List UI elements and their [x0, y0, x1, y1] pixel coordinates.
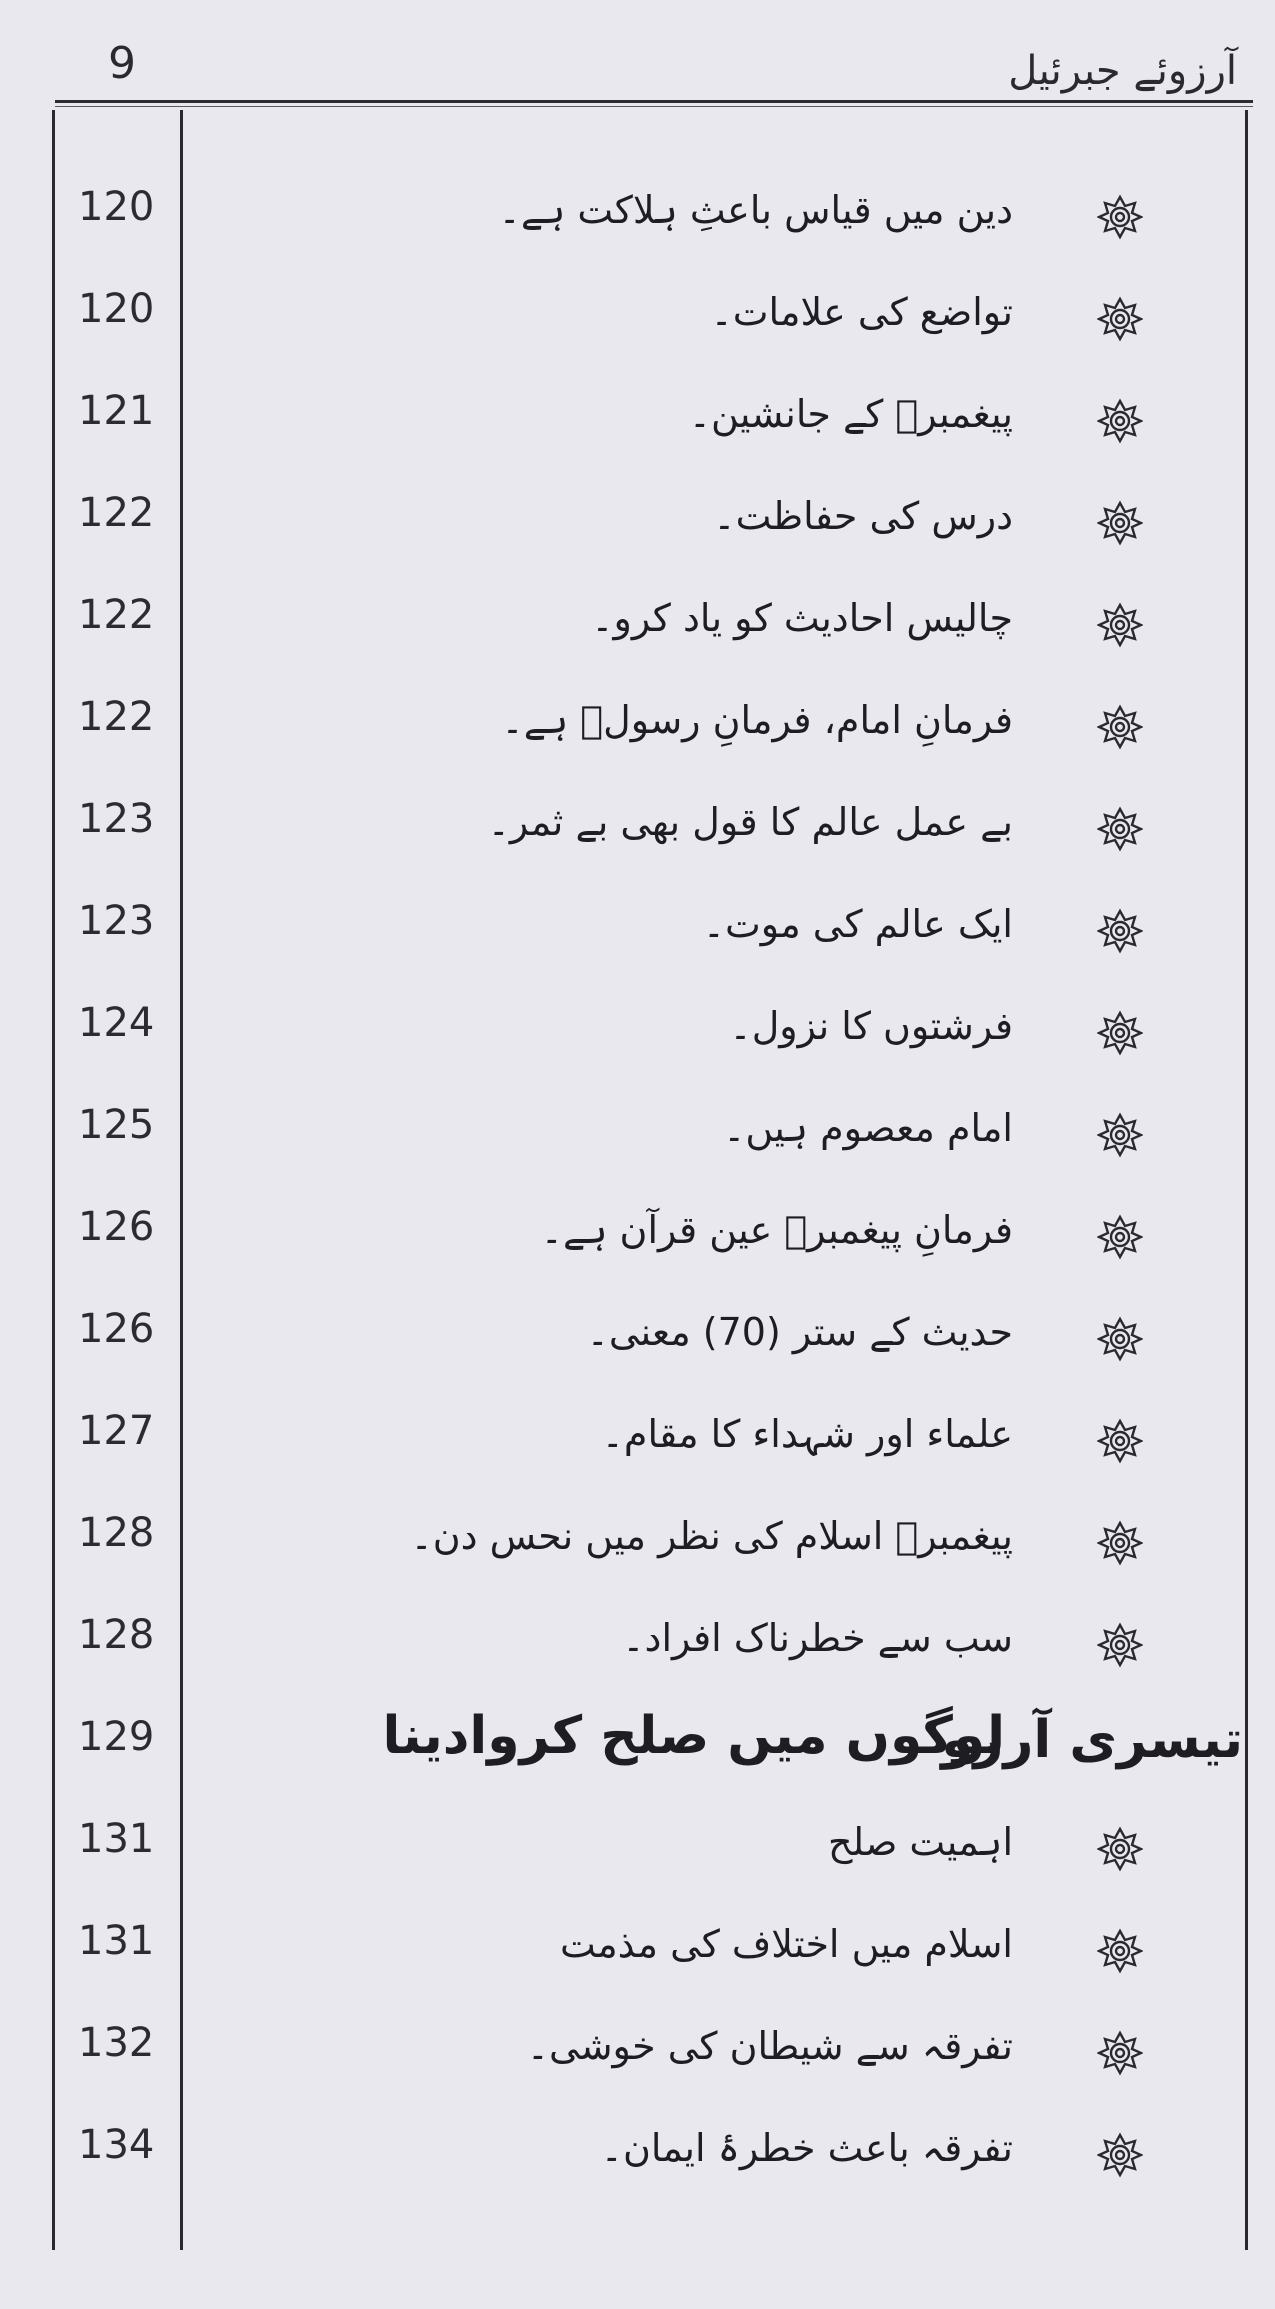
toc-page-number: 134: [78, 2122, 155, 2168]
toc-page-number: 123: [78, 898, 155, 944]
toc-entry-title: حدیث کے ستر (70) معنی۔: [586, 1310, 1013, 1354]
toc-page-number: 131: [78, 1816, 155, 1862]
toc-entry-title: فرمانِ پیغمبرؐ عین قرآن ہے۔: [540, 1208, 1013, 1252]
toc-page-number: 132: [78, 2020, 155, 2066]
toc-entry-title: پیغمبرؐ اسلام کی نظر میں نحس دن۔: [410, 1514, 1013, 1558]
toc-entry: [0, 884, 1275, 984]
toc-entry-title: علماء اور شہداء کا مقام۔: [601, 1412, 1013, 1456]
flower-bullet-icon: [1097, 1520, 1143, 1566]
toc-entry-title: ایک عالم کی موت۔: [702, 902, 1013, 946]
flower-bullet-icon: [1097, 1112, 1143, 1158]
toc-entry-title: بے عمل عالم کا قول بھی بے ثمر۔: [487, 800, 1013, 844]
toc-entry-title: درس کی حفاظت۔: [713, 494, 1013, 538]
toc-entry: [0, 1802, 1275, 1902]
flower-bullet-icon: [1097, 908, 1143, 954]
toc-entry: [0, 1292, 1275, 1392]
toc-entry-title: دین میں قیاس باعثِ ہلاکت ہے۔: [498, 188, 1013, 232]
toc-entry-title: تواضع کی علامات۔: [710, 290, 1013, 334]
toc-entry: [0, 170, 1275, 270]
toc-entry-title: فرشتوں کا نزول۔: [729, 1004, 1013, 1048]
toc-page-number: 122: [78, 694, 155, 740]
flower-bullet-icon: [1097, 1928, 1143, 1974]
toc-entry-title: اہمیت صلح: [827, 1820, 1013, 1864]
flower-bullet-icon: [1097, 296, 1143, 342]
toc-page-number: 126: [78, 1204, 155, 1250]
flower-bullet-icon: [1097, 2030, 1143, 2076]
flower-bullet-icon: [1097, 806, 1143, 852]
toc-page-number: 120: [78, 184, 155, 230]
toc-entry: [0, 476, 1275, 576]
toc-page-number: 122: [78, 490, 155, 536]
toc-page-number: 128: [78, 1510, 155, 1556]
toc-entry: [0, 1496, 1275, 1596]
toc-entry: [0, 2108, 1275, 2208]
toc-page-number: 121: [78, 388, 155, 434]
toc-page-number: 129: [78, 1714, 155, 1760]
flower-bullet-icon: [1097, 1826, 1143, 1872]
toc-entry: [0, 986, 1275, 1086]
toc-entry: [0, 1904, 1275, 2004]
toc-entry: [0, 680, 1275, 780]
toc-page-number: 123: [78, 796, 155, 842]
toc-entry-title: فرمانِ امام، فرمانِ رسولؐ ہے۔: [501, 698, 1013, 742]
toc-page-number: 124: [78, 1000, 155, 1046]
section-label: تیسری آرزو: [941, 1710, 1243, 1770]
flower-bullet-icon: [1097, 1418, 1143, 1464]
flower-bullet-icon: [1097, 398, 1143, 444]
toc-entry-title: پیغمبرؐ کے جانشین۔: [688, 392, 1013, 436]
flower-bullet-icon: [1097, 2132, 1143, 2178]
toc-page-number: 122: [78, 592, 155, 638]
section-title: لوگوں میں صلح کروادینا: [382, 1706, 1005, 1766]
toc-page-number: 127: [78, 1408, 155, 1454]
section-heading: [0, 1700, 1275, 1800]
toc-entry-title: اسلام میں اختلاف کی مذمت: [560, 1922, 1013, 1966]
toc-entry-title: تفرقہ سے شیطان کی خوشی۔: [526, 2024, 1013, 2068]
flower-bullet-icon: [1097, 1316, 1143, 1362]
flower-bullet-icon: [1097, 704, 1143, 750]
toc-entry: [0, 578, 1275, 678]
toc-entry: [0, 1190, 1275, 1290]
toc-entry-title: سب سے خطرناک افراد۔: [622, 1616, 1013, 1660]
toc-entry: [0, 2006, 1275, 2106]
toc-entry: [0, 1598, 1275, 1698]
toc-page-number: 131: [78, 1918, 155, 1964]
toc-entry-title: تفرقہ باعث خطرۂ ایمان۔: [600, 2126, 1013, 2170]
flower-bullet-icon: [1097, 194, 1143, 240]
flower-bullet-icon: [1097, 1622, 1143, 1668]
toc-page-number: 125: [78, 1102, 155, 1148]
toc-entry: [0, 374, 1275, 474]
flower-bullet-icon: [1097, 500, 1143, 546]
toc-entry: [0, 782, 1275, 882]
toc-page-number: 126: [78, 1306, 155, 1352]
toc-entry-title: امام معصوم ہیں۔: [723, 1106, 1013, 1150]
toc-entry-title: چالیس احادیث کو یاد کرو۔: [591, 596, 1013, 640]
flower-bullet-icon: [1097, 1214, 1143, 1260]
flower-bullet-icon: [1097, 1010, 1143, 1056]
toc-entry: [0, 1088, 1275, 1188]
flower-bullet-icon: [1097, 602, 1143, 648]
book-title: آرزوئے جبرئیل: [1008, 48, 1237, 94]
page-number: 9: [108, 38, 136, 89]
toc-entry: [0, 272, 1275, 372]
toc-entry: [0, 1394, 1275, 1494]
toc-page-number: 120: [78, 286, 155, 332]
toc-page-number: 128: [78, 1612, 155, 1658]
